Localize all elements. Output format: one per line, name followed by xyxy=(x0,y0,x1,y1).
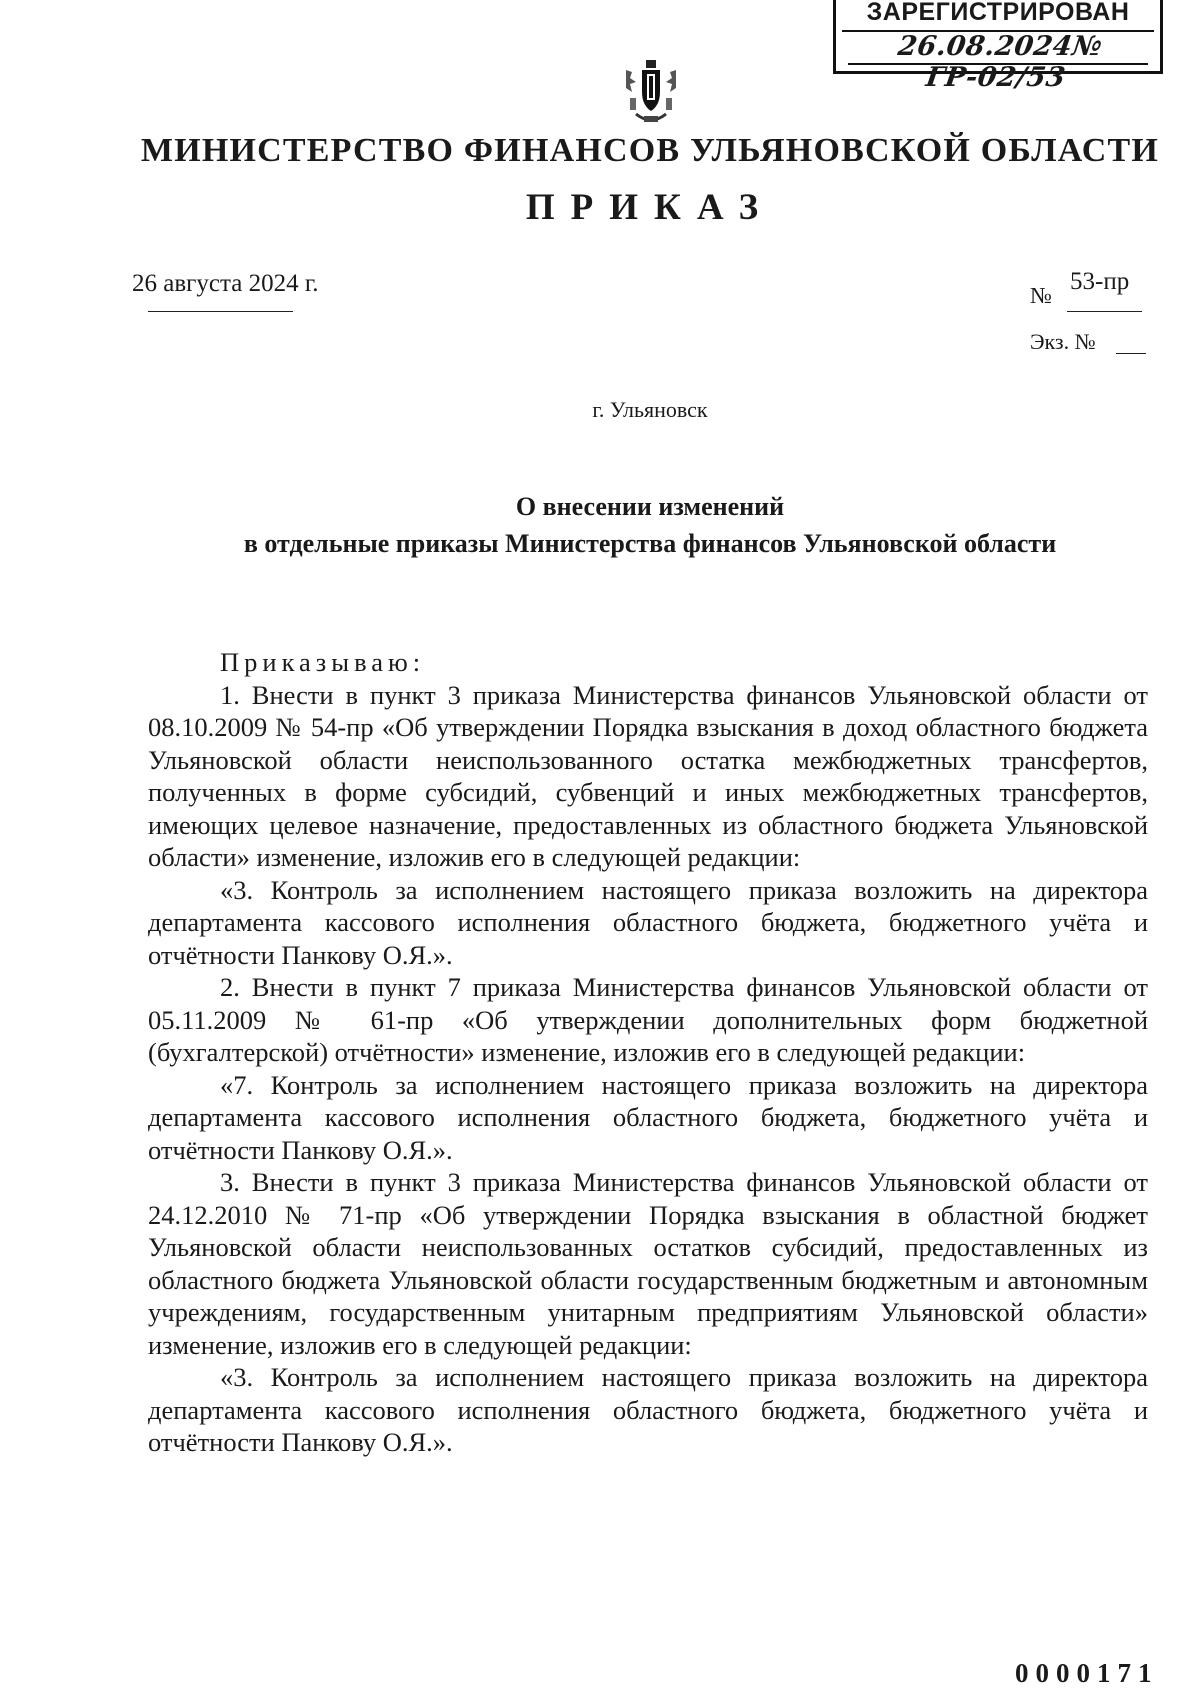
item-2: 2. Внести в пункт 7 приказа Министерства финансов Ульяновской области от 05.11.2009 № 61-пр «Об утверждении дополнительных форм бюджетной (бухгалтерской) отчётности» изменение, изложив его в следующей редакции: xyxy=(148,972,1148,1067)
subject-line-1: О внесении изменений xyxy=(515,492,785,521)
item-1: 1. Внести в пункт 3 приказа Министерства финансов Ульяновской области от 08.10.2009 № 54-пр «Об утверждении Порядка взыскания в доход областного бюджета Ульяновской области неиспользованного остатка межбюджетных трансфертов, полученных в форме субсидий, субвенций и иных межбюджетных трансфертов, имеющих целевое назначение, предоставленных из областного бюджета Ульяновской области» изменение, изложив его в следующей редакции: xyxy=(148,679,1148,872)
item-3: 3. Внести в пункт 3 приказа Министерства финансов Ульяновской области от 24.12.2010 № 71-пр «Об утверждении Порядка взыскания в областной бюджет Ульяновской области неиспользованных остатков субсидий, предоставленных из областного бюджета Ульяновской области государственным бюджетным и автономным учреждениям, государственным унитарным предприятиям Ульяновской области» изменение, изложив его в следующей редакции: xyxy=(148,1167,1148,1360)
ministry-name: МИНИСТЕРСТВО ФИНАНСОВ УЛЬЯНОВСКОЙ ОБЛАСТИ xyxy=(140,132,1160,169)
document-type-title: ПРИКАЗ xyxy=(525,187,775,228)
copy-number-blank xyxy=(1116,353,1146,354)
registration-stamp xyxy=(833,0,1163,93)
copy-number-label: Экз. № xyxy=(1030,329,1096,354)
coat-of-arms-icon xyxy=(620,58,682,130)
order-subject xyxy=(0,488,1200,562)
city: г. Ульяновск xyxy=(592,397,708,422)
number-underline xyxy=(1067,311,1142,312)
stamp-registration-number: 26.08.2024№ ГР-02/53 xyxy=(896,31,1105,93)
date-underline xyxy=(148,311,293,312)
item-3-new-text: «3. Контроль за исполнением настоящего приказа возложить на директора департамента кассового исполнения областного бюджета, бюджетного учёта и отчётности Панкову О.Я.». xyxy=(148,1362,1148,1457)
order-date: 26 августа 2024 г. xyxy=(132,270,319,297)
order-word: Приказываю: xyxy=(220,647,426,677)
number-sign: № xyxy=(1030,283,1052,308)
order-body xyxy=(148,646,1148,1459)
item-1-new-text: «3. Контроль за исполнением настоящего приказа возложить на директора департамента кассового исполнения областного бюджета, бюджетного учёта и отчётности Панкову О.Я.». xyxy=(148,874,1148,970)
order-number: 53-пр xyxy=(1070,268,1130,295)
stamp-underline xyxy=(848,63,1148,65)
stamp-title: ЗАРЕГИСТРИРОВАН xyxy=(866,0,1130,26)
subject-line-2: в отдельные приказы Министерства финансов Ульяновской области xyxy=(243,529,1057,558)
form-serial-number: 0000171 xyxy=(1015,1658,1159,1688)
item-2-new-text: «7. Контроль за исполнением настоящего приказа возложить на директора департамента кассового исполнения областного бюджета, бюджетного учёта и отчётности Панкову О.Я.». xyxy=(148,1069,1148,1165)
